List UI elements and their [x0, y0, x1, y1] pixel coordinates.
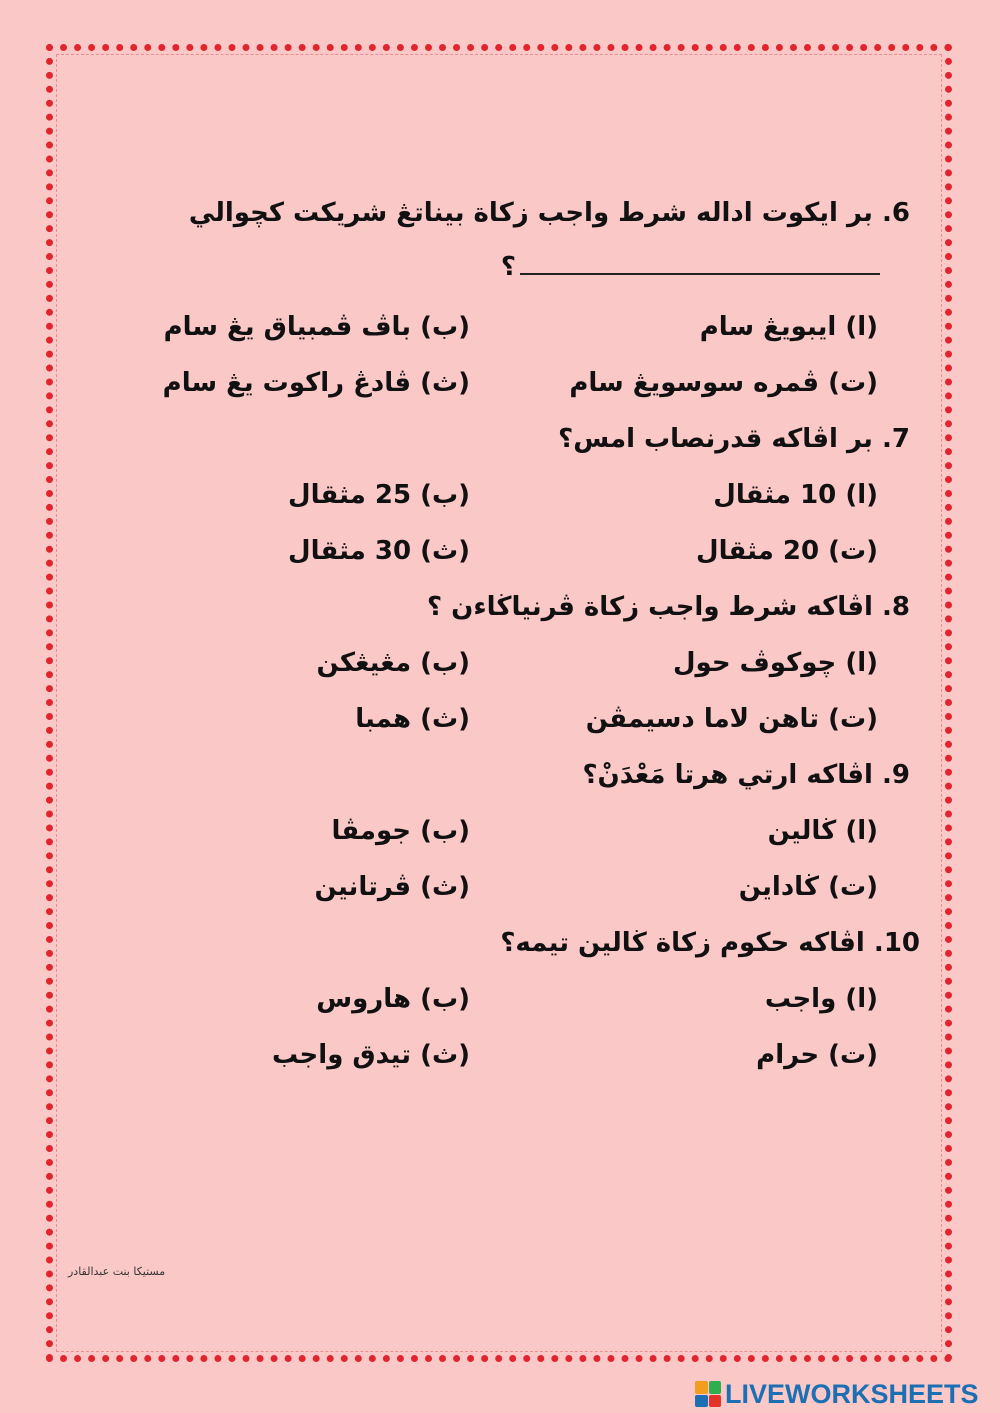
question-number: 10. [873, 928, 920, 958]
option-q9-a[interactable]: (ا) ڬالين [767, 816, 878, 846]
liveworksheets-brand[interactable] [695, 1378, 979, 1410]
question-text: اڤاكه حكوم زكاة ڬالين تيمه؟ [500, 928, 865, 958]
brand-text: LIVEWORKSHEETS [725, 1378, 979, 1409]
option-q7-c[interactable]: (ت) 20 مثقال [696, 536, 878, 566]
option-q6-b[interactable]: (ب) باڤ ڤمبياق يڠ سام [163, 312, 470, 342]
blank-underline[interactable] [520, 251, 880, 275]
question-number: 9. [882, 760, 910, 790]
question-6 [189, 196, 910, 230]
option-q7-a[interactable]: (ا) 10 مثقال [713, 480, 878, 510]
question-mark: ؟ [500, 252, 516, 282]
option-q7-d[interactable]: (ث) 30 مثقال [288, 536, 470, 566]
option-q10-a[interactable]: (ا) واجب [764, 984, 878, 1014]
option-q6-a[interactable]: (ا) ايبويڠ سام [699, 312, 878, 342]
option-q6-d[interactable]: (ث) ڤادڠ راكوت يڠ سام [162, 368, 470, 398]
question-9 [582, 758, 910, 792]
answer-blank-line[interactable] [501, 250, 880, 284]
option-q10-b[interactable]: (ب) هاروس [316, 984, 470, 1014]
question-number: 6. [882, 198, 910, 228]
author-name: مستيكا بنت عبدالقادر [68, 1265, 166, 1278]
question-8 [427, 590, 910, 624]
liveworksheets-logo-icon [695, 1381, 721, 1407]
option-q9-c[interactable]: (ت) ڬاداين [738, 872, 878, 902]
option-q6-c[interactable]: (ت) ڤمره سوسويڠ سام [569, 368, 878, 398]
option-q8-a[interactable]: (ا) چوكوڤ حول [672, 648, 878, 678]
question-number: 8. [882, 592, 910, 622]
option-q8-c[interactable]: (ت) تاهن لاما دسيمڤن [585, 704, 878, 734]
option-q7-b[interactable]: (ب) 25 مثقال [288, 480, 470, 510]
option-q9-b[interactable]: (ب) جومڤا [331, 816, 470, 846]
question-7 [558, 422, 910, 456]
question-number: 7. [882, 424, 910, 454]
question-10 [500, 926, 920, 960]
question-text: اڤاكه ارتي هرتا مَعْدَنْ؟ [582, 760, 873, 790]
question-text: بر ايكوت اداله شرط واجب زكاة بيناتڠ شريكت كچوالي [188, 198, 873, 228]
option-q9-d[interactable]: (ث) ڤرتانين [314, 872, 470, 902]
question-text: اڤاكه شرط واجب زكاة ڤرنياڬاءن ؟ [427, 592, 873, 622]
option-q8-d[interactable]: (ث) همبا [355, 704, 470, 734]
option-q8-b[interactable]: (ب) مڠيڠكن [316, 648, 470, 678]
option-q10-d[interactable]: (ث) تيدق واجب [272, 1040, 470, 1070]
option-q10-c[interactable]: (ت) حرام [756, 1040, 878, 1070]
question-text: بر اڤاكه قدرنصاب امس؟ [558, 424, 873, 454]
